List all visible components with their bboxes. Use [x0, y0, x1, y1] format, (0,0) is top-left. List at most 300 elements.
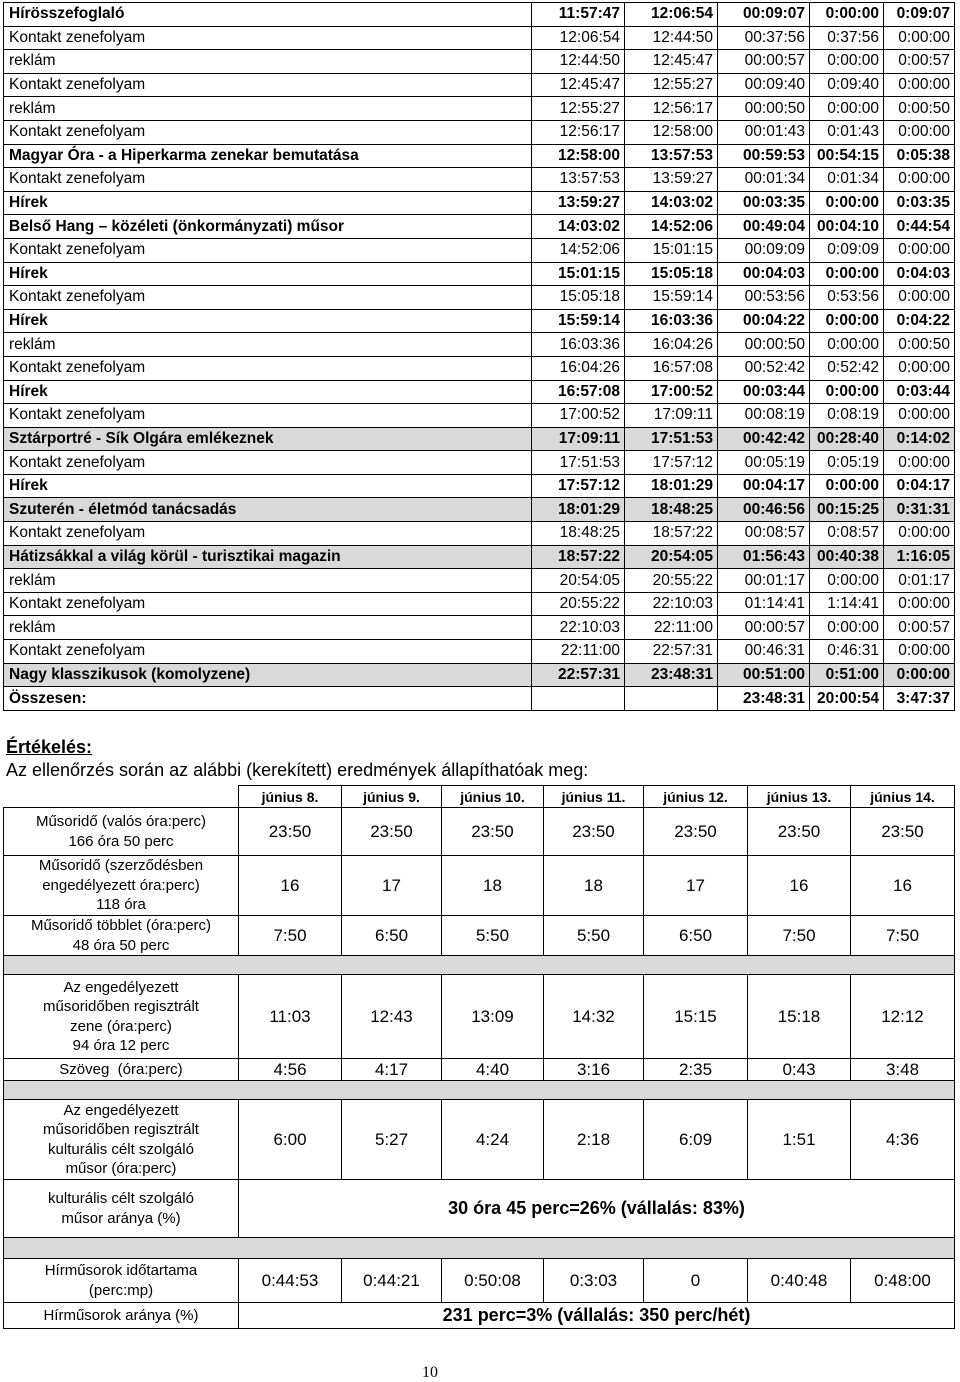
- duration: 00:37:56: [718, 26, 810, 50]
- day-header: június 10.: [442, 786, 544, 808]
- text-value: 3:16: [544, 1059, 644, 1081]
- licensed-total: 118 óra: [96, 896, 146, 914]
- separator-row: [4, 1238, 955, 1259]
- start-time: 22:11:00: [532, 640, 625, 664]
- program-title: Kontakt zenefolyam: [4, 238, 532, 262]
- music-value: 15:15: [644, 975, 748, 1059]
- cultural-value: 4:24: [442, 1100, 544, 1180]
- airtime-label-text: Műsoridő (valós óra:perc): [35, 813, 207, 830]
- news-value: 0:48:00: [851, 1259, 955, 1303]
- program-title: Kontakt zenefolyam: [4, 168, 532, 192]
- text-time: 0:03:44: [884, 380, 955, 404]
- licensed-value: 17: [644, 856, 748, 916]
- total-text: 3:47:37: [884, 687, 955, 711]
- music-time: 0:01:34: [810, 168, 884, 192]
- cultural-label: Az engedélyezett műsoridőben regisztrált kulturális célt szolgáló műsor (óra:perc): [4, 1100, 239, 1180]
- music-value: 11:03: [239, 975, 342, 1059]
- text-time: 0:05:38: [884, 144, 955, 168]
- program-title: Kontakt zenefolyam: [4, 26, 532, 50]
- text-time: 0:44:54: [884, 215, 955, 239]
- airtime-value: 23:50: [644, 808, 748, 856]
- duration: 00:03:35: [718, 191, 810, 215]
- start-time: 13:57:53: [532, 168, 625, 192]
- duration: 00:00:50: [718, 97, 810, 121]
- start-time: 12:56:17: [532, 120, 625, 144]
- end-time: 16:04:26: [625, 333, 718, 357]
- end-time: 20:55:22: [625, 569, 718, 593]
- music-row: [4, 975, 955, 1059]
- text-time: 0:01:17: [884, 569, 955, 593]
- text-time: 0:00:00: [884, 286, 955, 310]
- news-value: 0:44:53: [239, 1259, 342, 1303]
- start-time: 15:05:18: [532, 286, 625, 310]
- text-time: 0:03:35: [884, 191, 955, 215]
- cultural-share-value: 30 óra 45 perc=26% (vállalás: 83%): [239, 1180, 955, 1238]
- duration: 00:04:17: [718, 474, 810, 498]
- program-title: Hírek: [4, 309, 532, 333]
- end-time: 12:06:54: [625, 3, 718, 27]
- program-title: reklám: [4, 569, 532, 593]
- licensed-label: [4, 856, 239, 916]
- end-time: 20:54:05: [625, 545, 718, 569]
- start-time: 15:59:14: [532, 309, 625, 333]
- duration: 00:03:44: [718, 380, 810, 404]
- surplus-value: 5:50: [442, 916, 544, 956]
- duration: 00:01:17: [718, 569, 810, 593]
- news-value: 0:50:08: [442, 1259, 544, 1303]
- program-title: Kontakt zenefolyam: [4, 404, 532, 428]
- airtime-row: [4, 808, 955, 856]
- text-time: 0:04:17: [884, 474, 955, 498]
- surplus-value: 5:50: [544, 916, 644, 956]
- start-time: 17:00:52: [532, 404, 625, 428]
- airtime-value: 23:50: [342, 808, 442, 856]
- music-value: 14:32: [544, 975, 644, 1059]
- page-number: 10: [422, 1364, 438, 1381]
- surplus-label-text: Műsoridő többlet (óra:perc): [30, 917, 212, 934]
- text-time: 0:00:00: [884, 404, 955, 428]
- days-header-row: [4, 786, 955, 808]
- separator: [4, 1238, 955, 1259]
- duration: 00:09:40: [718, 73, 810, 97]
- duration: 00:04:22: [718, 309, 810, 333]
- end-time: 22:57:31: [625, 640, 718, 664]
- music-label-text: Az engedélyezett műsoridőben regisztrált zene (óra:perc): [43, 978, 199, 1035]
- news-label: Hírműsorok időtartama (perc:mp): [4, 1259, 239, 1303]
- schedule-row: [4, 144, 955, 168]
- program-title: Kontakt zenefolyam: [4, 640, 532, 664]
- text-time: 0:00:00: [884, 356, 955, 380]
- program-title: reklám: [4, 333, 532, 357]
- duration: 01:56:43: [718, 545, 810, 569]
- text-time: 1:16:05: [884, 545, 955, 569]
- text-time: 0:04:22: [884, 309, 955, 333]
- news-row: [4, 1259, 955, 1303]
- duration: 00:08:19: [718, 404, 810, 428]
- text-time: 0:00:00: [884, 451, 955, 475]
- schedule-row: [4, 191, 955, 215]
- news-share-label: Hírműsorok aránya (%): [4, 1303, 239, 1329]
- header-corner: [4, 786, 239, 808]
- separator: [4, 1081, 955, 1100]
- cultural-value: 6:09: [644, 1100, 748, 1180]
- total-row: [4, 687, 955, 711]
- airtime-value: 23:50: [544, 808, 644, 856]
- cultural-share-label: kulturális célt szolgáló műsor aránya (%): [4, 1180, 239, 1238]
- separator-row: [4, 1081, 955, 1100]
- duration: 00:52:42: [718, 356, 810, 380]
- text-time: 0:00:00: [884, 73, 955, 97]
- program-title: Hírek: [4, 262, 532, 286]
- end-time: 12:56:17: [625, 97, 718, 121]
- surplus-value: 6:50: [342, 916, 442, 956]
- licensed-label-text: Műsoridő (szerződésben engedélyezett óra:perc): [38, 857, 204, 894]
- program-title: Hírek: [4, 474, 532, 498]
- total-blank: [532, 687, 625, 711]
- schedule-row: [4, 451, 955, 475]
- surplus-value: 7:50: [851, 916, 955, 956]
- schedule-row: [4, 356, 955, 380]
- day-header: június 11.: [544, 786, 644, 808]
- surplus-value: 7:50: [748, 916, 851, 956]
- program-title: Hírek: [4, 380, 532, 404]
- end-time: 17:51:53: [625, 427, 718, 451]
- music-time: 0:00:00: [810, 474, 884, 498]
- duration: 00:09:07: [718, 3, 810, 27]
- start-time: 12:58:00: [532, 144, 625, 168]
- airtime-value: 23:50: [442, 808, 544, 856]
- program-title: Kontakt zenefolyam: [4, 73, 532, 97]
- program-title: Hátizsákkal a világ körül - turisztikai magazin: [4, 545, 532, 569]
- text-time: 0:31:31: [884, 498, 955, 522]
- program-title: Kontakt zenefolyam: [4, 522, 532, 546]
- duration: 00:09:09: [718, 238, 810, 262]
- end-time: 15:01:15: [625, 238, 718, 262]
- airtime-value: 23:50: [239, 808, 342, 856]
- end-time: 18:57:22: [625, 522, 718, 546]
- music-time: 0:00:00: [810, 333, 884, 357]
- schedule-row: [4, 3, 955, 27]
- total-label: Összesen:: [4, 687, 532, 711]
- music-time: 0:00:00: [810, 3, 884, 27]
- evaluation-title: Értékelés:: [6, 737, 93, 757]
- end-time: 14:52:06: [625, 215, 718, 239]
- program-title: Kontakt zenefolyam: [4, 286, 532, 310]
- music-time: 0:52:42: [810, 356, 884, 380]
- end-time: 12:44:50: [625, 26, 718, 50]
- start-time: 16:57:08: [532, 380, 625, 404]
- evaluation-intro: Az ellenőrzés során az alábbi (kerekített) eredmények állapíthatóak meg:: [6, 760, 589, 780]
- duration: 00:42:42: [718, 427, 810, 451]
- separator: [4, 956, 955, 975]
- schedule-row: [4, 427, 955, 451]
- duration: 00:01:43: [718, 120, 810, 144]
- start-time: 17:09:11: [532, 427, 625, 451]
- end-time: 14:03:02: [625, 191, 718, 215]
- text-value: 3:48: [851, 1059, 955, 1081]
- start-time: 22:10:03: [532, 616, 625, 640]
- licensed-value: 16: [748, 856, 851, 916]
- airtime-label: [4, 808, 239, 856]
- program-title: reklám: [4, 50, 532, 74]
- music-value: 13:09: [442, 975, 544, 1059]
- schedule-row: [4, 286, 955, 310]
- schedule-row: [4, 663, 955, 687]
- text-time: 0:00:57: [884, 616, 955, 640]
- duration: 00:59:53: [718, 144, 810, 168]
- music-time: 0:09:09: [810, 238, 884, 262]
- licensed-row: [4, 856, 955, 916]
- music-time: 00:54:15: [810, 144, 884, 168]
- licensed-value: 16: [239, 856, 342, 916]
- start-time: 20:55:22: [532, 592, 625, 616]
- total-music: 20:00:54: [810, 687, 884, 711]
- music-time: 1:14:41: [810, 592, 884, 616]
- text-time: 0:14:02: [884, 427, 955, 451]
- music-label: [4, 975, 239, 1059]
- duration: 00:00:50: [718, 333, 810, 357]
- music-time: 0:00:00: [810, 191, 884, 215]
- cultural-value: 1:51: [748, 1100, 851, 1180]
- schedule-table: [3, 2, 955, 711]
- music-value: 12:12: [851, 975, 955, 1059]
- duration: 00:49:04: [718, 215, 810, 239]
- news-value: 0:40:48: [748, 1259, 851, 1303]
- text-time: 0:00:50: [884, 97, 955, 121]
- schedule-row: [4, 592, 955, 616]
- duration: 00:46:56: [718, 498, 810, 522]
- text-value: 4:40: [442, 1059, 544, 1081]
- duration: 00:05:19: [718, 451, 810, 475]
- text-time: 0:00:00: [884, 640, 955, 664]
- text-value: 2:35: [644, 1059, 748, 1081]
- end-time: 15:05:18: [625, 262, 718, 286]
- start-time: 16:04:26: [532, 356, 625, 380]
- text-time: 0:00:00: [884, 663, 955, 687]
- program-title: reklám: [4, 616, 532, 640]
- music-time: 0:37:56: [810, 26, 884, 50]
- music-value: 12:43: [342, 975, 442, 1059]
- schedule-row: [4, 238, 955, 262]
- day-header: június 12.: [644, 786, 748, 808]
- cultural-row: [4, 1100, 955, 1180]
- licensed-value: 18: [544, 856, 644, 916]
- music-time: 00:15:25: [810, 498, 884, 522]
- program-title: Kontakt zenefolyam: [4, 120, 532, 144]
- schedule-row: [4, 215, 955, 239]
- music-time: 00:04:10: [810, 215, 884, 239]
- end-time: 13:57:53: [625, 144, 718, 168]
- music-time: 0:05:19: [810, 451, 884, 475]
- day-header: június 9.: [342, 786, 442, 808]
- music-time: 00:28:40: [810, 427, 884, 451]
- music-time: 0:08:57: [810, 522, 884, 546]
- music-time: 0:00:00: [810, 309, 884, 333]
- news-value: 0: [644, 1259, 748, 1303]
- program-title: Kontakt zenefolyam: [4, 592, 532, 616]
- news-share-row: [4, 1303, 955, 1329]
- text-time: 0:04:03: [884, 262, 955, 286]
- duration: 00:00:57: [718, 50, 810, 74]
- schedule-row: [4, 262, 955, 286]
- text-time: 0:09:07: [884, 3, 955, 27]
- text-time: 0:00:00: [884, 168, 955, 192]
- music-time: 00:40:38: [810, 545, 884, 569]
- text-time: 0:00:57: [884, 50, 955, 74]
- schedule-row: [4, 120, 955, 144]
- schedule-row: [4, 545, 955, 569]
- program-title: reklám: [4, 97, 532, 121]
- duration: 00:01:34: [718, 168, 810, 192]
- duration: 00:46:31: [718, 640, 810, 664]
- music-time: 0:00:00: [810, 380, 884, 404]
- duration: 01:14:41: [718, 592, 810, 616]
- schedule-row: [4, 522, 955, 546]
- end-time: 18:01:29: [625, 474, 718, 498]
- total-duration: 23:48:31: [718, 687, 810, 711]
- text-row: [4, 1059, 955, 1081]
- schedule-row: [4, 50, 955, 74]
- end-time: 22:11:00: [625, 616, 718, 640]
- start-time: 18:57:22: [532, 545, 625, 569]
- text-time: 0:00:00: [884, 26, 955, 50]
- text-time: 0:00:00: [884, 238, 955, 262]
- schedule-row: [4, 73, 955, 97]
- text-label: Szöveg (óra:perc): [4, 1059, 239, 1081]
- schedule-row: [4, 97, 955, 121]
- music-time: 0:00:00: [810, 97, 884, 121]
- end-time: 22:10:03: [625, 592, 718, 616]
- end-time: 12:45:47: [625, 50, 718, 74]
- surplus-value: 7:50: [239, 916, 342, 956]
- start-time: 14:03:02: [532, 215, 625, 239]
- duration: 00:08:57: [718, 522, 810, 546]
- surplus-label: [4, 916, 239, 956]
- day-header: június 8.: [239, 786, 342, 808]
- total-blank: [625, 687, 718, 711]
- duration: 00:04:03: [718, 262, 810, 286]
- program-title: Hírösszefoglaló: [4, 3, 532, 27]
- cultural-value: 2:18: [544, 1100, 644, 1180]
- music-time: 0:08:19: [810, 404, 884, 428]
- music-time: 0:00:00: [810, 262, 884, 286]
- text-value: 4:56: [239, 1059, 342, 1081]
- end-time: 13:59:27: [625, 168, 718, 192]
- cultural-share-row: [4, 1180, 955, 1238]
- text-value: 0:43: [748, 1059, 851, 1081]
- evaluation-table: [3, 785, 955, 1329]
- schedule-row: [4, 26, 955, 50]
- end-time: 17:09:11: [625, 404, 718, 428]
- end-time: 15:59:14: [625, 286, 718, 310]
- day-header: június 13.: [748, 786, 851, 808]
- cultural-value: 5:27: [342, 1100, 442, 1180]
- news-value: 0:44:21: [342, 1259, 442, 1303]
- start-time: 18:48:25: [532, 522, 625, 546]
- end-time: 12:55:27: [625, 73, 718, 97]
- end-time: 17:00:52: [625, 380, 718, 404]
- day-header: június 14.: [851, 786, 955, 808]
- schedule-row: [4, 309, 955, 333]
- end-time: 18:48:25: [625, 498, 718, 522]
- schedule-row: [4, 404, 955, 428]
- duration: 00:51:00: [718, 663, 810, 687]
- end-time: 12:58:00: [625, 120, 718, 144]
- music-time: 0:46:31: [810, 640, 884, 664]
- text-time: 0:00:00: [884, 592, 955, 616]
- schedule-row: [4, 380, 955, 404]
- schedule-row: [4, 498, 955, 522]
- text-time: 0:00:00: [884, 522, 955, 546]
- music-time: 0:00:00: [810, 50, 884, 74]
- text-time: 0:00:50: [884, 333, 955, 357]
- music-time: 0:00:00: [810, 616, 884, 640]
- text-time: 0:00:00: [884, 120, 955, 144]
- duration: 00:53:56: [718, 286, 810, 310]
- airtime-total: 166 óra 50 perc: [68, 832, 174, 850]
- program-title: Sztárportré - Sík Olgára emlékeznek: [4, 427, 532, 451]
- program-title: Nagy klasszikusok (komolyzene): [4, 663, 532, 687]
- end-time: 16:57:08: [625, 356, 718, 380]
- airtime-value: 23:50: [851, 808, 955, 856]
- music-total: 94 óra 12 perc: [72, 1037, 170, 1054]
- cultural-value: 4:36: [851, 1100, 955, 1180]
- start-time: 14:52:06: [532, 238, 625, 262]
- start-time: 15:01:15: [532, 262, 625, 286]
- music-time: 0:51:00: [810, 663, 884, 687]
- licensed-value: 18: [442, 856, 544, 916]
- text-value: 4:17: [342, 1059, 442, 1081]
- music-value: 15:18: [748, 975, 851, 1059]
- start-time: 22:57:31: [532, 663, 625, 687]
- schedule-row: [4, 569, 955, 593]
- schedule-row: [4, 333, 955, 357]
- surplus-value: 6:50: [644, 916, 748, 956]
- schedule-row: [4, 474, 955, 498]
- surplus-row: [4, 916, 955, 956]
- news-share-value: 231 perc=3% (vállalás: 350 perc/hét): [239, 1303, 955, 1329]
- start-time: 13:59:27: [532, 191, 625, 215]
- start-time: 16:03:36: [532, 333, 625, 357]
- start-time: 17:51:53: [532, 451, 625, 475]
- schedule-row: [4, 640, 955, 664]
- end-time: 23:48:31: [625, 663, 718, 687]
- start-time: 20:54:05: [532, 569, 625, 593]
- licensed-value: 16: [851, 856, 955, 916]
- separator-row: [4, 956, 955, 975]
- program-title: Szuterén - életmód tanácsadás: [4, 498, 532, 522]
- schedule-row: [4, 616, 955, 640]
- end-time: 16:03:36: [625, 309, 718, 333]
- schedule-row: [4, 168, 955, 192]
- program-title: Belső Hang – közéleti (önkormányzati) műsor: [4, 215, 532, 239]
- music-time: 0:00:00: [810, 569, 884, 593]
- start-time: 12:06:54: [532, 26, 625, 50]
- airtime-value: 23:50: [748, 808, 851, 856]
- end-time: 17:57:12: [625, 451, 718, 475]
- music-time: 0:09:40: [810, 73, 884, 97]
- start-time: 12:55:27: [532, 97, 625, 121]
- start-time: 17:57:12: [532, 474, 625, 498]
- start-time: 12:45:47: [532, 73, 625, 97]
- start-time: 11:57:47: [532, 3, 625, 27]
- licensed-value: 17: [342, 856, 442, 916]
- duration: 00:00:57: [718, 616, 810, 640]
- program-title: Kontakt zenefolyam: [4, 356, 532, 380]
- program-title: Hírek: [4, 191, 532, 215]
- surplus-total: 48 óra 50 perc: [72, 936, 170, 954]
- start-time: 18:01:29: [532, 498, 625, 522]
